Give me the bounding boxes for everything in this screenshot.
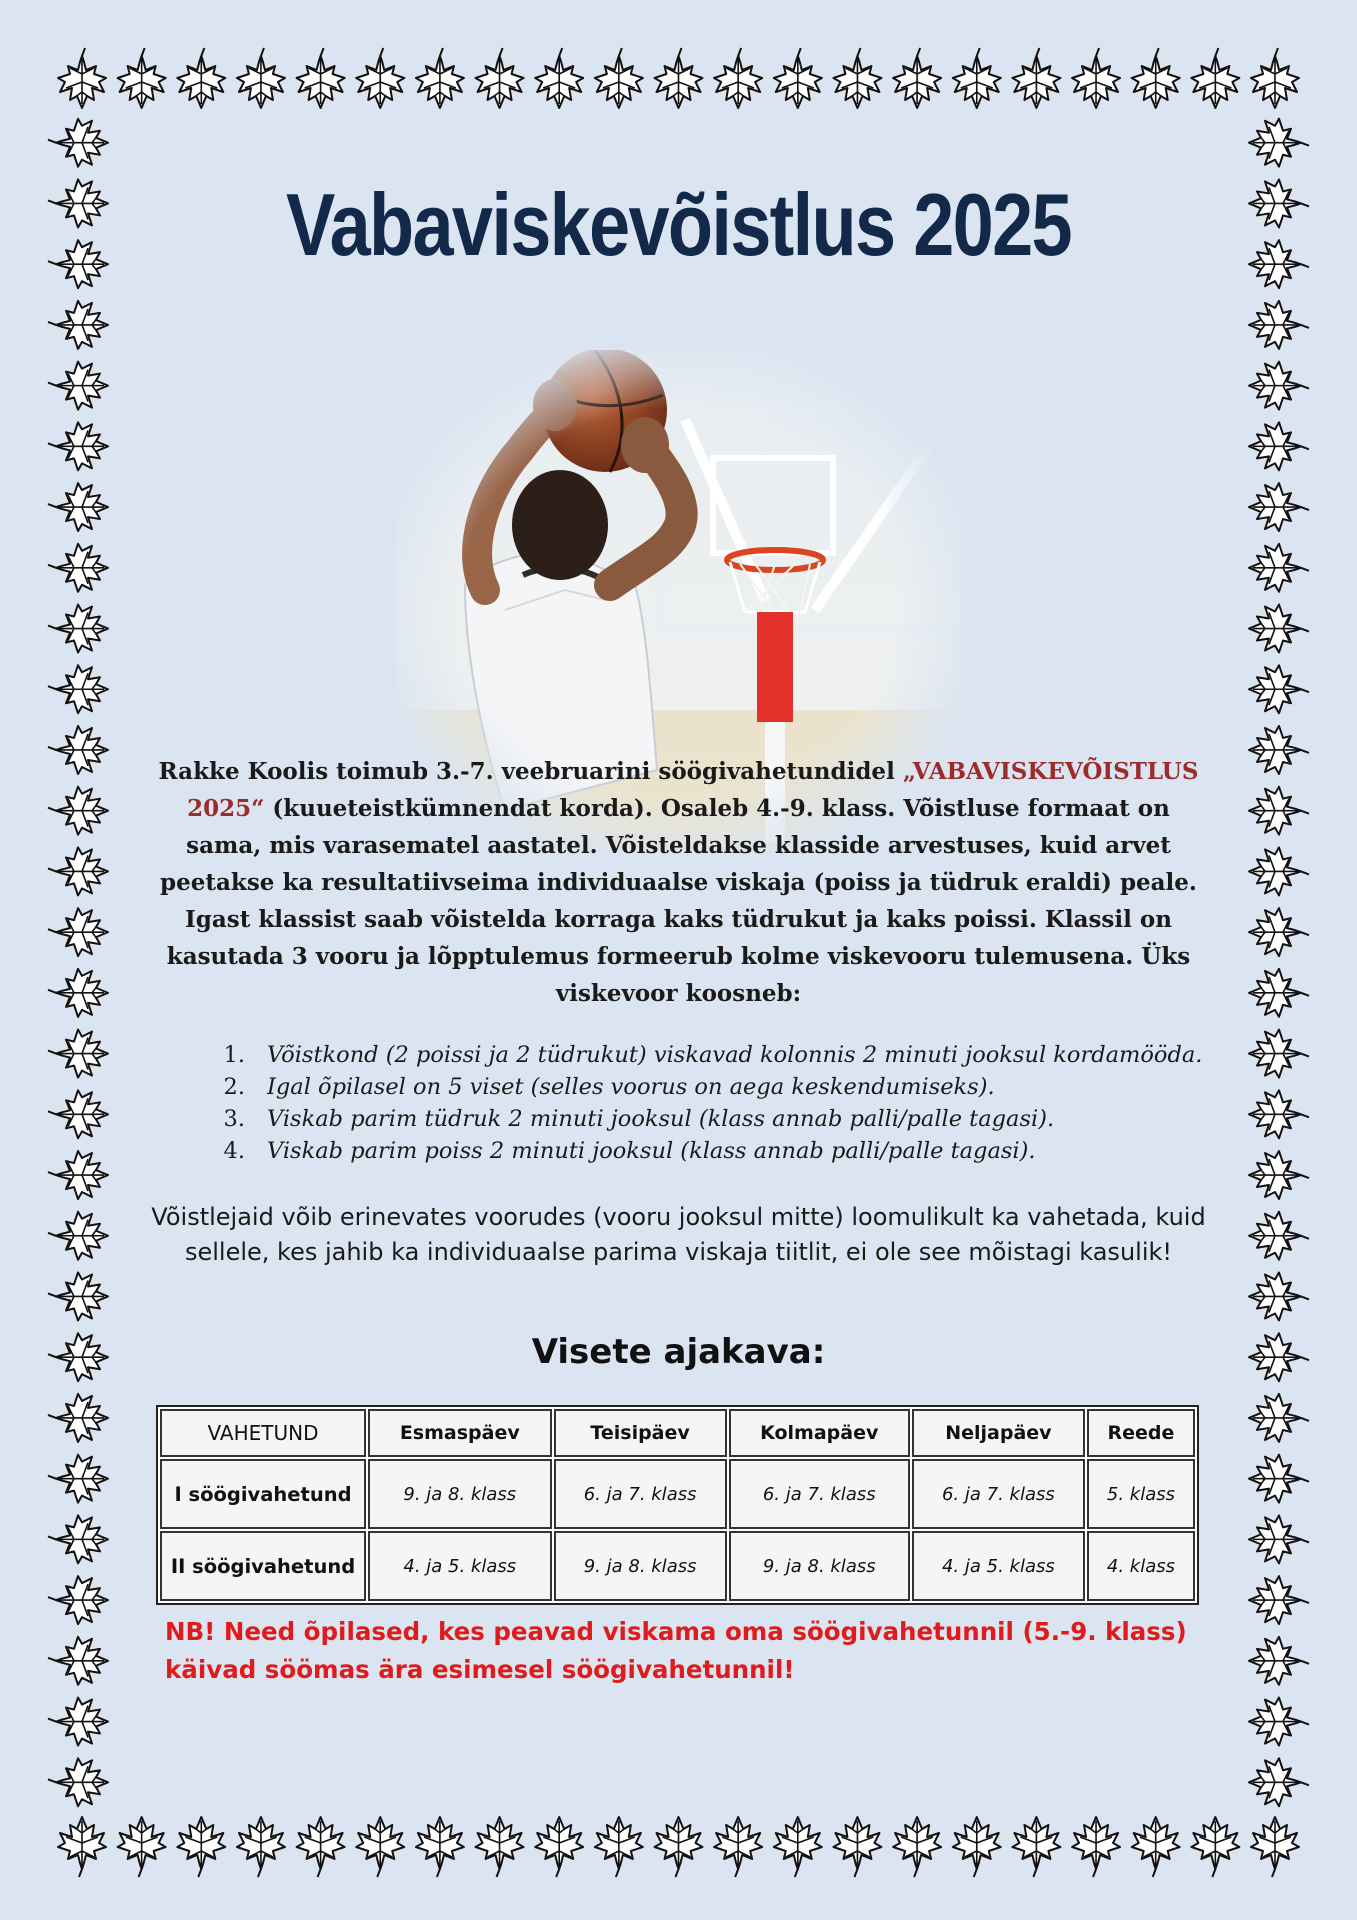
table-cell: 6. ja 7. klass — [554, 1459, 727, 1529]
table-cell: 5. klass — [1087, 1459, 1195, 1529]
column-header: Teisipäev — [554, 1409, 727, 1457]
column-header: Kolmapäev — [729, 1409, 910, 1457]
column-header: Reede — [1087, 1409, 1195, 1457]
maple-leaf-icon — [655, 48, 703, 108]
maple-leaf-icon — [237, 48, 285, 108]
maple-leaf-icon — [476, 1817, 524, 1877]
step-text: Viskab parim tüdruk 2 minuti jooksul (klass annab palli/palle tagasi). — [267, 1106, 1055, 1132]
maple-leaf-icon — [595, 48, 643, 108]
maple-leaf-icon — [297, 1817, 345, 1877]
maple-leaf-icon — [535, 1817, 583, 1877]
maple-leaf-icon — [1249, 301, 1309, 349]
maple-leaf-icon — [48, 1212, 108, 1260]
maple-leaf-icon — [48, 1030, 108, 1078]
table-cell: 4. ja 5. klass — [368, 1531, 552, 1601]
maple-leaf-icon — [1072, 48, 1120, 108]
maple-leaf-icon — [714, 48, 762, 108]
maple-leaf-icon — [48, 119, 108, 167]
maple-leaf-icon — [177, 48, 225, 108]
maple-leaf-icon — [1249, 483, 1309, 531]
step-number: 3. — [223, 1106, 245, 1132]
maple-leaf-icon — [595, 1817, 643, 1877]
maple-leaf-icon — [1249, 1758, 1309, 1806]
maple-leaf-icon — [48, 422, 108, 470]
table-header-row — [160, 1409, 1195, 1457]
maple-leaf-icon — [48, 544, 108, 592]
maple-leaf-icon — [774, 1817, 822, 1877]
maple-leaf-icon — [953, 48, 1001, 108]
maple-leaf-icon — [48, 1090, 108, 1138]
maple-leaf-icon — [655, 1817, 703, 1877]
maple-leaf-icon — [1249, 1455, 1309, 1503]
maple-leaf-icon — [1249, 1515, 1309, 1563]
maple-leaf-icon — [833, 48, 881, 108]
intro-paragraph — [150, 753, 1207, 1012]
substitution-note: Võistlejaid võib erinevates voorudes (vooru jooksul mitte) loomulikult ka vahetada, kuid sellele, kes jahib ka individuaalse parima viskaja tiitlit, ei ole see mõistagi kasulik! — [151, 1203, 1206, 1266]
maple-leaf-icon — [48, 1151, 108, 1199]
maple-leaf-icon — [1249, 908, 1309, 956]
schedule-table — [156, 1405, 1199, 1605]
list-item — [205, 1135, 1205, 1167]
table-cell: 4. ja 5. klass — [912, 1531, 1085, 1601]
maple-leaf-icon — [1249, 1212, 1309, 1260]
maple-leaf-icon — [1012, 1817, 1060, 1877]
maple-leaf-icon — [1249, 605, 1309, 653]
maple-leaf-icon — [48, 1394, 108, 1442]
list-item — [205, 1103, 1205, 1135]
maple-leaf-icon — [893, 1817, 941, 1877]
maple-leaf-icon — [48, 1637, 108, 1685]
maple-leaf-icon — [1249, 1272, 1309, 1320]
maple-leaf-icon — [1249, 1698, 1309, 1746]
maple-leaf-icon — [48, 787, 108, 835]
competition-name: „VABAVISKEVÕISTLUS 2025“ — [187, 758, 1199, 822]
table-row — [160, 1531, 1195, 1601]
maple-leaf-icon — [48, 908, 108, 956]
maple-leaf-icon — [48, 240, 108, 288]
table-cell: 9. ja 8. klass — [554, 1531, 727, 1601]
maple-leaf-icon — [118, 1817, 166, 1877]
maple-leaf-icon — [177, 1817, 225, 1877]
maple-leaf-icon — [1249, 544, 1309, 592]
step-number: 4. — [223, 1138, 245, 1164]
maple-leaf-icon — [356, 48, 404, 108]
round-steps-list — [205, 1039, 1205, 1167]
maple-leaf-icon — [953, 1817, 1001, 1877]
step-text: Viskab parim poiss 2 minuti jooksul (klass annab palli/palle tagasi). — [267, 1138, 1036, 1164]
maple-leaf-icon — [1251, 1817, 1299, 1877]
column-header: Esmaspäev — [368, 1409, 552, 1457]
list-item — [205, 1071, 1205, 1103]
maple-leaf-icon — [416, 48, 464, 108]
maple-leaf-icon — [1249, 847, 1309, 895]
maple-leaf-icon — [1249, 1394, 1309, 1442]
table-row — [160, 1459, 1195, 1529]
list-item — [205, 1039, 1205, 1071]
maple-leaf-icon — [1249, 1151, 1309, 1199]
table-cell: 4. klass — [1087, 1531, 1195, 1601]
maple-leaf-icon — [1249, 665, 1309, 713]
maple-leaf-icon — [1249, 787, 1309, 835]
maple-leaf-icon — [48, 1272, 108, 1320]
table-cell: 6. ja 7. klass — [912, 1459, 1085, 1529]
maple-leaf-icon — [1012, 48, 1060, 108]
maple-leaf-icon — [48, 605, 108, 653]
step-number: 2. — [223, 1074, 245, 1100]
maple-leaf-icon — [774, 48, 822, 108]
maple-leaf-icon — [476, 48, 524, 108]
maple-leaf-icon — [58, 1817, 106, 1877]
maple-leaf-icon — [1249, 422, 1309, 470]
maple-leaf-icon — [1249, 1090, 1309, 1138]
maple-leaf-icon — [1249, 240, 1309, 288]
maple-leaf-icon — [48, 301, 108, 349]
maple-leaf-icon — [1249, 362, 1309, 410]
step-text: Igal õpilasel on 5 viset (selles voorus on aega keskendumiseks). — [267, 1074, 995, 1100]
maple-leaf-icon — [48, 665, 108, 713]
maple-leaf-icon — [833, 1817, 881, 1877]
maple-leaf-icon — [1249, 179, 1309, 227]
row-label: II söögivahetund — [160, 1531, 366, 1601]
column-header: VAHETUND — [160, 1409, 366, 1457]
maple-leaf-icon — [297, 48, 345, 108]
maple-leaf-icon — [893, 48, 941, 108]
maple-leaf-icon — [356, 1817, 404, 1877]
maple-leaf-icon — [1191, 48, 1239, 108]
maple-leaf-icon — [1191, 1817, 1239, 1877]
maple-leaf-icon — [48, 179, 108, 227]
maple-leaf-icon — [714, 1817, 762, 1877]
step-number: 1. — [223, 1042, 245, 1068]
page-title: Vabaviskevõistlus 2025 — [286, 175, 1071, 274]
maple-leaf-icon — [48, 1758, 108, 1806]
step-text: Võistkond (2 poissi ja 2 tüdrukut) viskavad kolonnis 2 minuti jooksul kordamööda. — [267, 1042, 1203, 1068]
maple-leaf-icon — [1249, 1030, 1309, 1078]
lunch-warning-note: NB! Need õpilased, kes peavad viskama oma söögivahetunnil (5.-9. klass) käivad söömas ära esimesel söögivahetunnil! — [165, 1617, 1187, 1684]
maple-leaf-icon — [416, 1817, 464, 1877]
table-cell: 9. ja 8. klass — [368, 1459, 552, 1529]
maple-leaf-icon — [48, 362, 108, 410]
maple-leaf-icon — [48, 483, 108, 531]
column-header: Neljapäev — [912, 1409, 1085, 1457]
maple-leaf-icon — [118, 48, 166, 108]
maple-leaf-icon — [48, 1455, 108, 1503]
maple-leaf-icon — [1249, 726, 1309, 774]
maple-leaf-icon — [48, 1698, 108, 1746]
row-label: I söögivahetund — [160, 1459, 366, 1529]
schedule-title: Visete ajakava: — [531, 1332, 826, 1372]
maple-leaf-icon — [1249, 969, 1309, 1017]
poster-content — [150, 150, 1207, 1750]
maple-leaf-icon — [1249, 1576, 1309, 1624]
maple-leaf-icon — [1132, 1817, 1180, 1877]
intro-text-rest: (kuueteistkümnendat korda). Osaleb 4.-9. klass. Võistluse formaat on sama, mis varasematel aastatel. Võisteldakse klasside arvestuses, kuid arvet peetakse ka resultatiivseima individuaalse viskaja (poiss ja tüdruk eraldi) peale. Igast klassist saab võistelda korraga kaks tüdrukut ja kaks poissi. Klassil on kasutada 3 vooru ja lõpptulemus formeerub kolme viskevooru tulemusena. Üks viskevoor koosneb: — [160, 795, 1197, 1007]
maple-leaf-icon — [237, 1817, 285, 1877]
maple-leaf-icon — [48, 1515, 108, 1563]
maple-leaf-icon — [1249, 119, 1309, 167]
maple-leaf-icon — [1132, 48, 1180, 108]
table-cell: 6. ja 7. klass — [729, 1459, 910, 1529]
maple-leaf-icon — [48, 969, 108, 1017]
maple-leaf-icon — [48, 847, 108, 895]
maple-leaf-icon — [1249, 1333, 1309, 1381]
maple-leaf-icon — [48, 1333, 108, 1381]
maple-leaf-icon — [48, 1576, 108, 1624]
maple-leaf-icon — [1072, 1817, 1120, 1877]
maple-leaf-icon — [1251, 48, 1299, 108]
intro-text-start: Rakke Koolis toimub 3.-7. veebruarini söögivahetundidel — [158, 758, 903, 785]
maple-leaf-icon — [48, 726, 108, 774]
maple-leaf-icon — [58, 48, 106, 108]
maple-leaf-icon — [1249, 1637, 1309, 1685]
maple-leaf-icon — [535, 48, 583, 108]
table-cell: 9. ja 8. klass — [729, 1531, 910, 1601]
